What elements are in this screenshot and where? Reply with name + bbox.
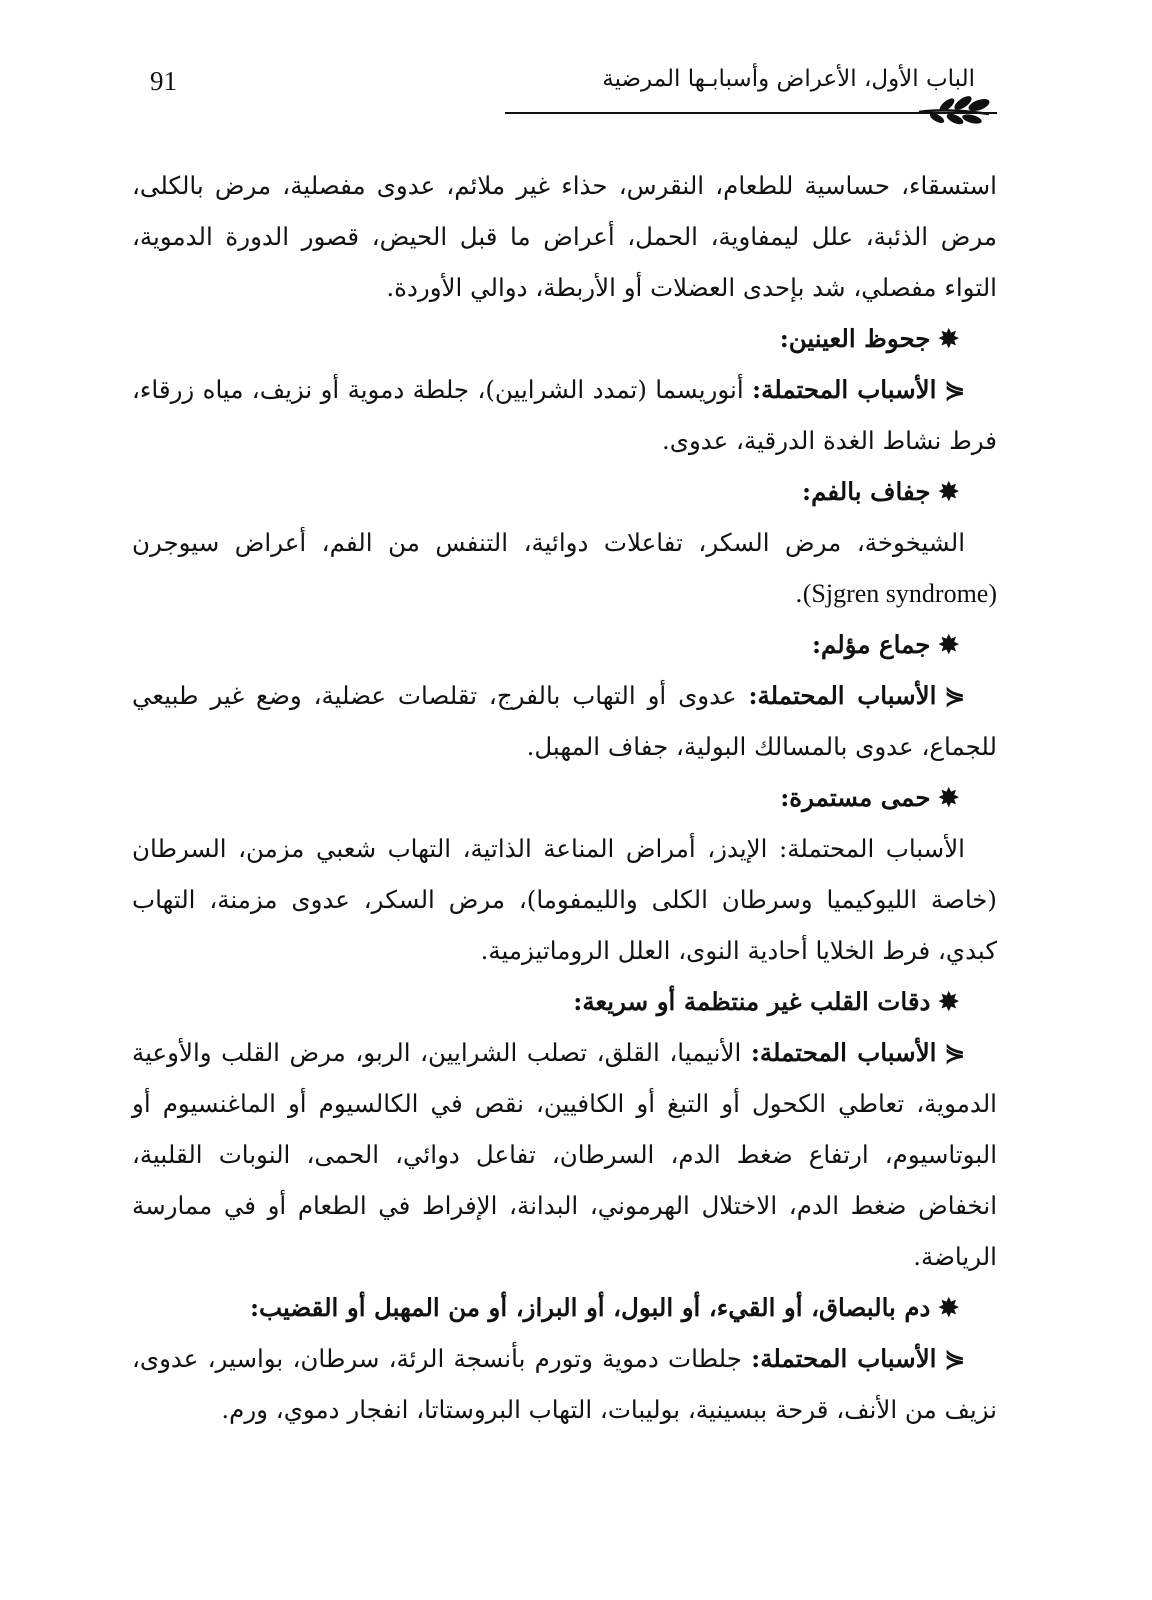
section-heading: [132, 466, 997, 517]
paragraph: استسقاء، حساسية للطعام، النقرس، حذاء غير ملائم، عدوى مفصلية، مرض بالكلى، مرض الذئبة، علل ليمفاوية، الحمل، أعراض ما قبل الحيض، قصور الدورة الدموية، التواء مفصلي، شد بإحدى العضلات أو الأربطة، دوالي الأوردة.: [132, 171, 997, 302]
arrow-bullet-icon: ⋞: [944, 375, 965, 404]
star-bullet-icon: ✸: [938, 324, 959, 353]
star-bullet-icon: ✸: [938, 630, 959, 659]
paragraph: [132, 517, 997, 619]
arrow-bullet-icon: ⋞: [944, 1038, 966, 1067]
star-bullet-icon: ✸: [938, 477, 959, 506]
section-heading: [132, 772, 997, 823]
leaf-branch-icon: [917, 88, 997, 128]
section-heading: [132, 976, 997, 1027]
heading-text: دم بالبصاق، أو القيء، أو البول، أو البراز، أو من المهبل أو القضيب:: [249, 1293, 931, 1322]
causes-label: الأسباب المحتملة:: [751, 1344, 937, 1373]
running-title: الباب الأول، الأعراض وأسبابـها المرضية: [602, 66, 975, 92]
causes-label: الأسباب المحتملة:: [752, 375, 937, 404]
page-body: [132, 160, 997, 1435]
heading-text: حمى مستمرة:: [780, 783, 931, 812]
causes-text: الأنيميا، القلق، تصلب الشرايين، الربو، مرض القلب والأوعية الدموية، تعاطي الكحول أو التبغ أو الكافيين، نقص في الكالسيوم أو الماغنسيوم أو البوتاسيوم، ارتفاع ضغط الدم، السرطان، تفاعل دوائي، الحمى، النوبات القلبية، انخفاض ضغط الدم، الاختلال الهرموني، البدانة، الإفراط في الطعام أو في ممارسة الرياضة.: [132, 1038, 997, 1271]
star-bullet-icon: ✸: [938, 1293, 959, 1322]
paragraph: الأسباب المحتملة: الإيدز، أمراض المناعة الذاتية، التهاب شعبي مزمن، السرطان (خاصة الليوكيميا وسرطان الكلى والليمفوما)، مرض السكر، عدوى مزمنة، التهاب كبدي، فرط الخلايا أحادية النوى، العلل الروماتيزمية.: [132, 834, 997, 965]
arrow-bullet-icon: ⋞: [944, 1344, 966, 1373]
causes-text: جلطات دموية وتورم بأنسجة الرئة، سرطان، بواسير، عدوى، نزيف من الأنف، قرحة ببسينية، بوليبات، التهاب البروستاتا، انفجار دموي، ورم.: [132, 1344, 997, 1424]
sentence-end: .: [794, 579, 803, 608]
paragraph-text: الشيخوخة، مرض السكر، تفاعلات دوائية، التنفس من الفم، أعراض سيوجرن: [132, 528, 965, 557]
section-heading: [132, 1282, 997, 1333]
page-header: [150, 58, 997, 128]
heading-text: جحوظ العينين:: [779, 324, 931, 353]
causes-label: الأسباب المحتملة:: [748, 681, 937, 710]
causes-paragraph: [132, 1333, 997, 1435]
star-bullet-icon: ✸: [938, 987, 959, 1016]
section-heading: [132, 619, 997, 670]
causes-text: أنوريسما (تمدد الشرايين)، جلطة دموية أو نزيف، مياه زرقاء، فرط نشاط الغدة الدرقية، عدوى.: [132, 375, 997, 455]
causes-text: عدوى أو التهاب بالفرج، تقلصات عضلية، وضع غير طبيعي للجماع، عدوى بالمسالك البولية، جفاف المهبل.: [132, 681, 997, 761]
causes-label: الأسباب المحتملة:: [750, 1038, 937, 1067]
section-heading: [132, 313, 997, 364]
causes-paragraph: [132, 670, 997, 772]
heading-text: جفاف بالفم:: [802, 477, 931, 506]
heading-text: دقات القلب غير منتظمة أو سريعة:: [573, 987, 931, 1016]
heading-text: جماع مؤلم:: [811, 630, 931, 659]
latin-term: (Sjgren syndrome): [802, 579, 997, 608]
causes-paragraph: [132, 364, 997, 466]
page-number: 91: [150, 66, 177, 96]
arrow-bullet-icon: ⋞: [944, 681, 965, 710]
causes-paragraph: [132, 1027, 997, 1282]
star-bullet-icon: ✸: [938, 783, 959, 812]
